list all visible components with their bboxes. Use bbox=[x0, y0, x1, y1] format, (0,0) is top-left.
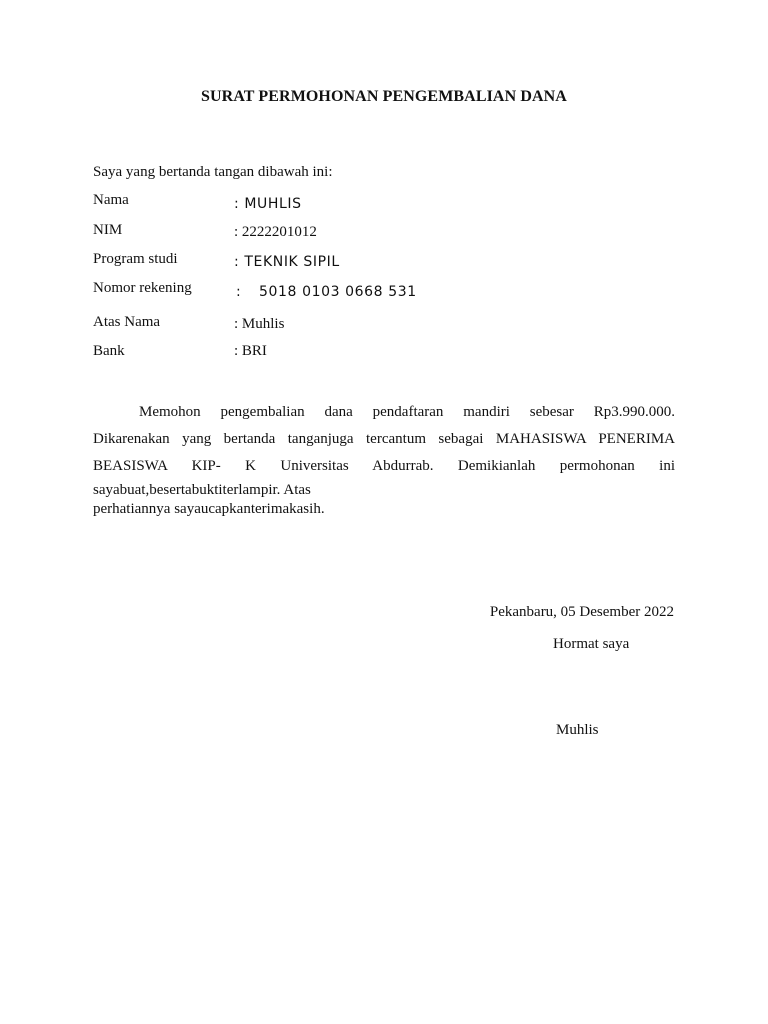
body-line-5: perhatiannya sayaucapkanterimakasih. bbox=[93, 501, 325, 517]
closing-text: Hormat saya bbox=[553, 636, 630, 652]
body-line-3: BEASISWA KIP- K Universitas Abdurrab. Demikianlah permohonan ini bbox=[93, 458, 675, 474]
place-date: Pekanbaru, 05 Desember 2022 bbox=[489, 604, 674, 620]
field-value-nama: : MUHLIS bbox=[234, 196, 302, 212]
field-label-program-studi: Program studi bbox=[93, 251, 178, 267]
field-colon-nomor-rekening: : bbox=[236, 284, 242, 300]
field-value-nomor-rekening: 5018 0103 0668 531 bbox=[259, 284, 417, 300]
body-paragraph bbox=[93, 398, 675, 528]
field-label-nomor-rekening: Nomor rekening bbox=[93, 280, 192, 296]
body-line-1: Memohon pengembalian dana pendaftaran mandiri sebesar Rp3.990.000. bbox=[139, 404, 675, 420]
signatory-name: Muhlis bbox=[556, 722, 599, 738]
field-label-atas-nama: Atas Nama bbox=[93, 314, 161, 330]
document-title: SURAT PERMOHONAN PENGEMBALIAN DANA bbox=[201, 88, 567, 105]
field-value-program-studi: : TEKNIK SIPIL bbox=[234, 254, 340, 270]
field-label-nim: NIM bbox=[93, 222, 123, 238]
field-value-atas-nama: : Muhlis bbox=[234, 316, 285, 332]
field-label-bank: Bank bbox=[93, 343, 125, 359]
field-value-bank: : BRI bbox=[234, 343, 267, 359]
field-value-nim: : 2222201012 bbox=[234, 224, 317, 240]
body-line-2: Dikarenakan yang bertanda tanganjuga tercantum sebagai MAHASISWA PENERIMA bbox=[93, 431, 675, 447]
body-line-4: sayabuat,besertabuktiterlampir. Atas bbox=[93, 482, 311, 498]
field-label-nama: Nama bbox=[93, 192, 129, 208]
intro-text: Saya yang bertanda tangan dibawah ini: bbox=[93, 164, 333, 180]
